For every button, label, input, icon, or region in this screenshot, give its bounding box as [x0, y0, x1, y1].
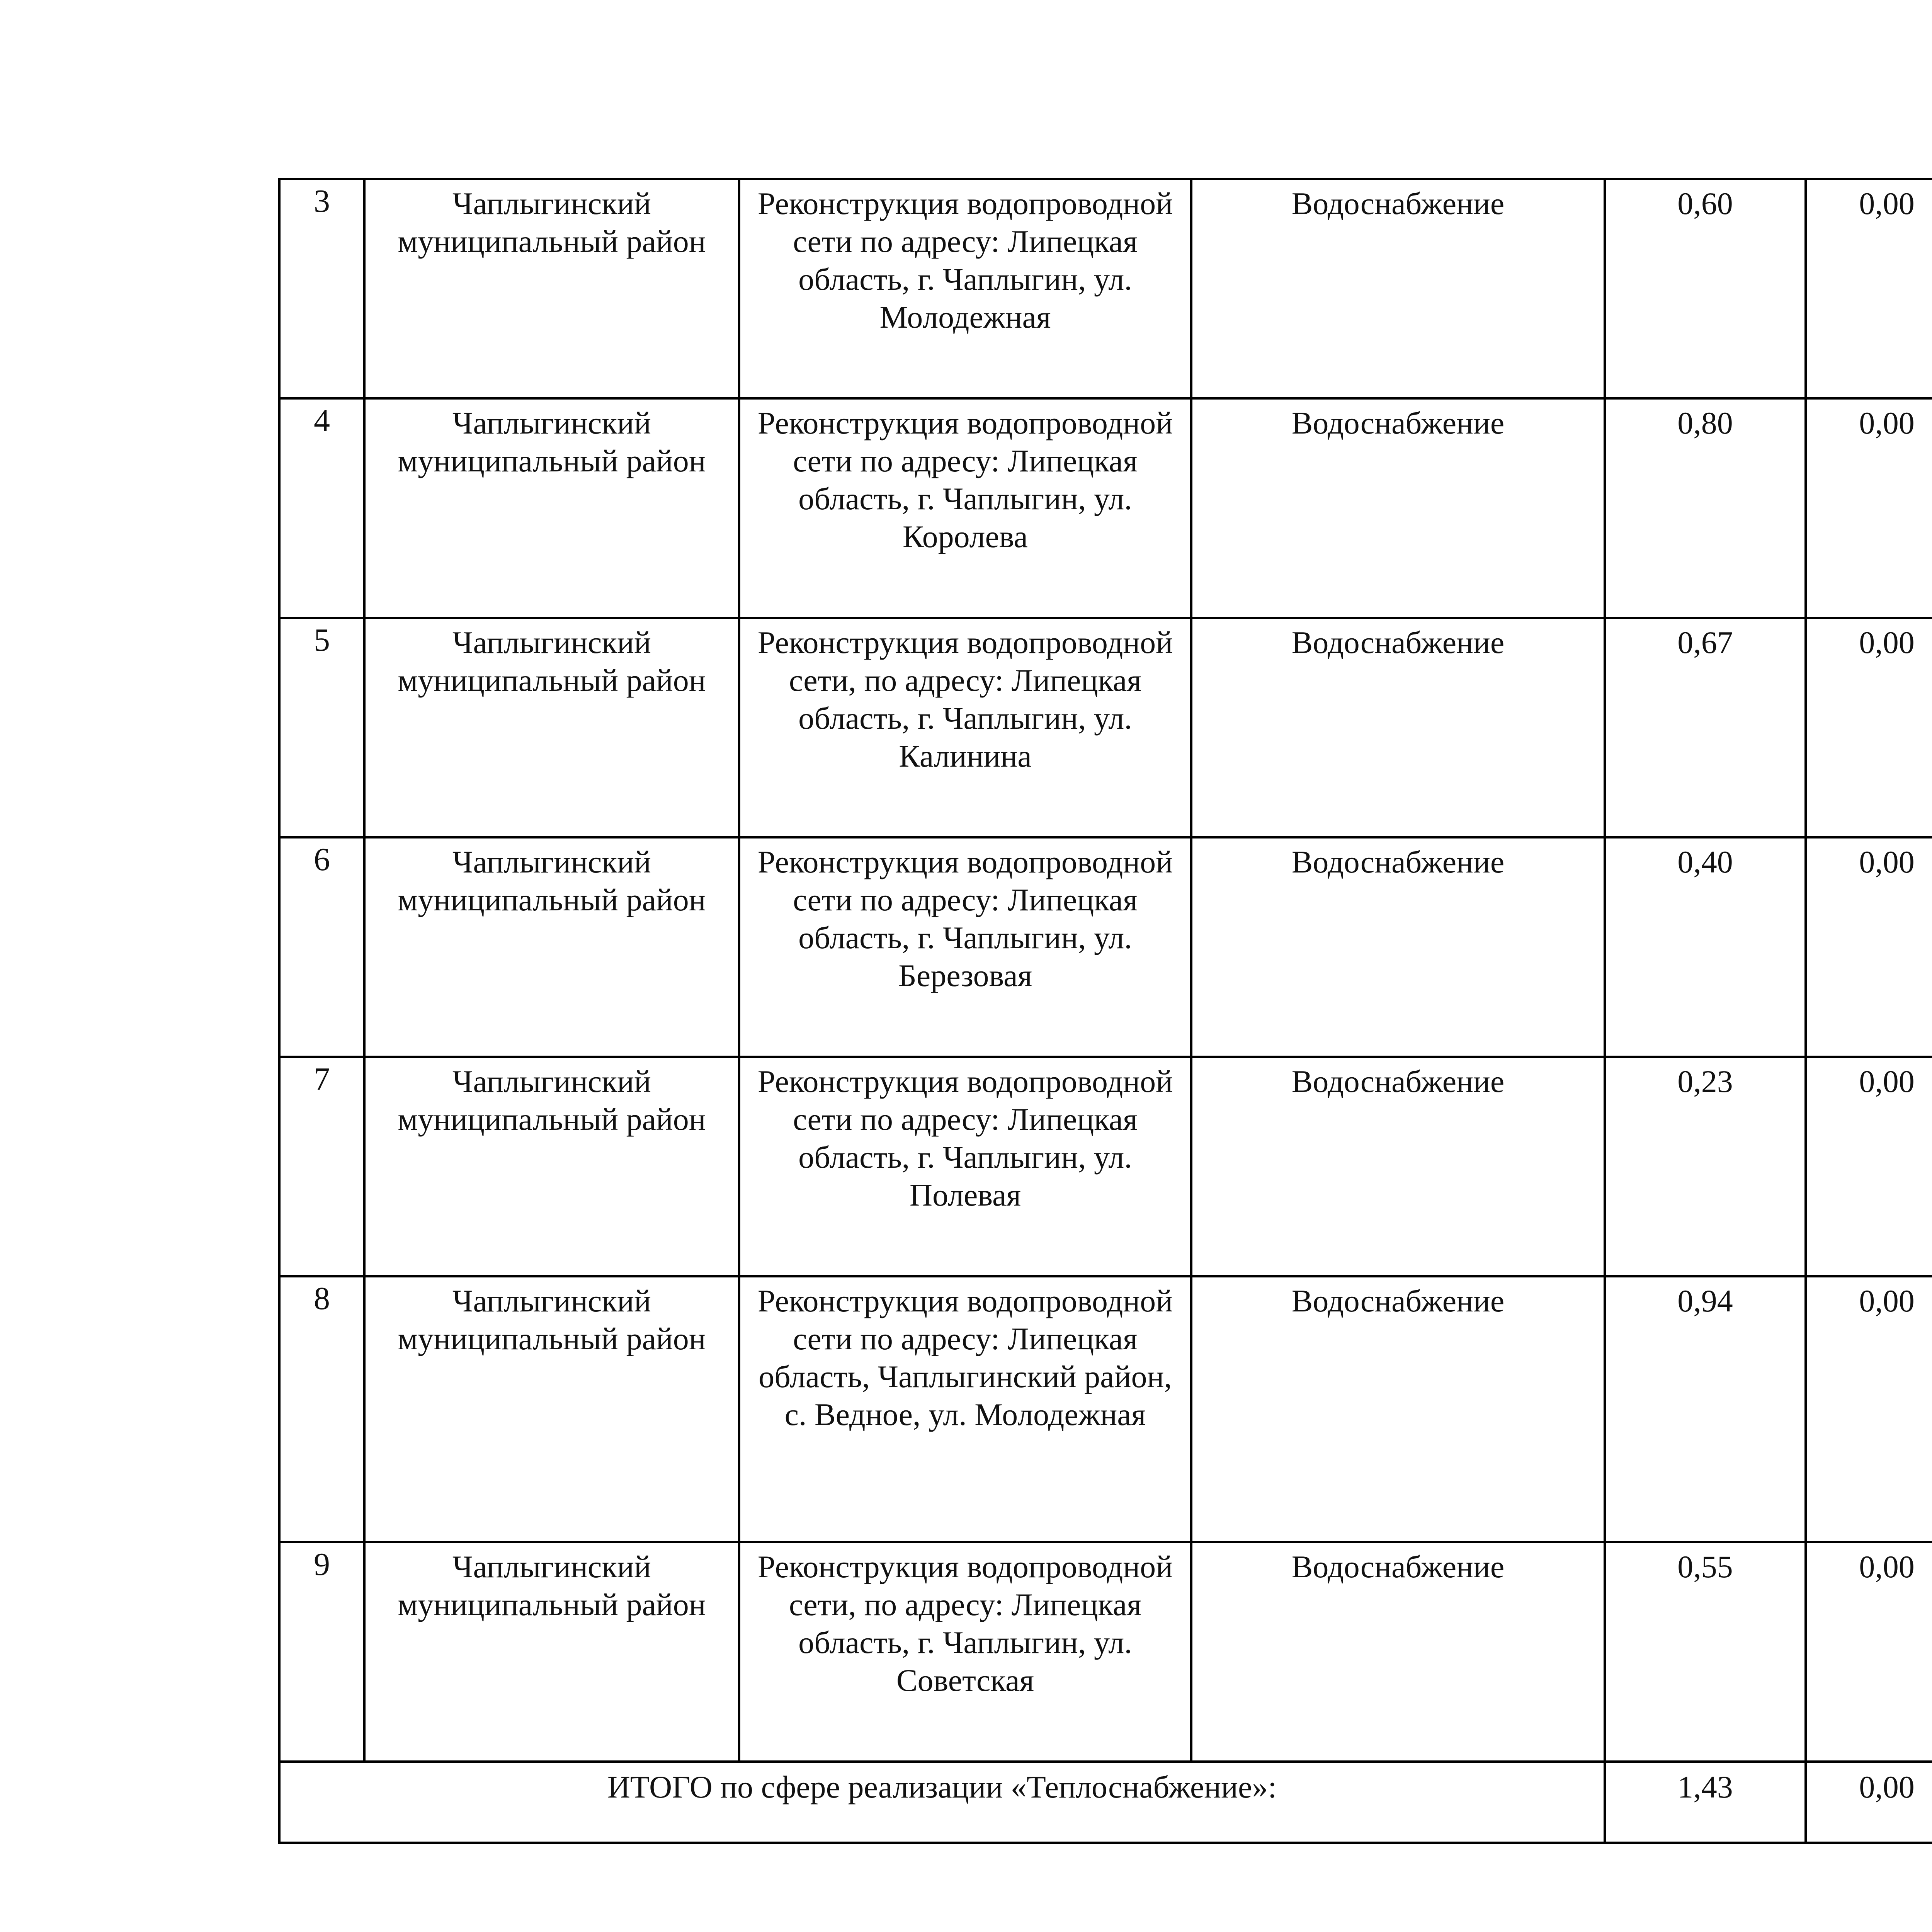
- value-cell: 0,94: [1605, 1276, 1806, 1542]
- sphere-cell: Водоснабжение: [1191, 618, 1605, 837]
- row-number: 9: [279, 1542, 364, 1762]
- total-label: ИТОГО по сфере реализации «Теплоснабжение»:: [279, 1762, 1605, 1843]
- object-cell: Реконструкция водопроводной сети по адресу: Липецкая область, г. Чаплыгин, ул. Полевая: [739, 1057, 1191, 1276]
- value-cell: 0,00: [1806, 618, 1932, 837]
- value-cell: 0,55: [1605, 1542, 1806, 1762]
- table-row: [279, 1542, 1932, 1762]
- value-cell: 0,40: [1605, 837, 1806, 1057]
- object-cell: Реконструкция водопроводной сети по адресу: Липецкая область, г. Чаплыгин, ул. Королева: [739, 398, 1191, 618]
- object-cell: Реконструкция водопроводной сети по адресу: Липецкая область, г. Чаплыгин, ул. Березовая: [739, 837, 1191, 1057]
- district-cell: Чаплыгинский муниципальный район: [364, 618, 739, 837]
- district-cell: Чаплыгинский муниципальный район: [364, 1542, 739, 1762]
- object-cell: Реконструкция водопроводной сети, по адресу: Липецкая область, г. Чаплыгин, ул. Калинина: [739, 618, 1191, 837]
- sphere-cell: Водоснабжение: [1191, 179, 1605, 398]
- total-value-cell: 0,00: [1806, 1762, 1932, 1843]
- table-row: [279, 1057, 1932, 1276]
- district-cell: Чаплыгинский муниципальный район: [364, 837, 739, 1057]
- row-number: 3: [279, 179, 364, 398]
- sphere-cell: Водоснабжение: [1191, 1542, 1605, 1762]
- value-cell: 0,00: [1806, 1542, 1932, 1762]
- row-number: 4: [279, 398, 364, 618]
- table-row: [279, 618, 1932, 837]
- row-number: 8: [279, 1276, 364, 1542]
- sphere-cell: Водоснабжение: [1191, 398, 1605, 618]
- object-cell: Реконструкция водопроводной сети по адресу: Липецкая область, г. Чаплыгин, ул. Молодежная: [739, 179, 1191, 398]
- table-row: [279, 398, 1932, 618]
- projects-table: [278, 178, 1932, 1844]
- sphere-cell: Водоснабжение: [1191, 837, 1605, 1057]
- table-row: [279, 179, 1932, 398]
- value-cell: 0,00: [1806, 837, 1932, 1057]
- row-number: 6: [279, 837, 364, 1057]
- value-cell: 0,00: [1806, 1057, 1932, 1276]
- value-cell: 0,00: [1806, 179, 1932, 398]
- table-row: [279, 1276, 1932, 1542]
- value-cell: 0,00: [1806, 398, 1932, 618]
- district-cell: Чаплыгинский муниципальный район: [364, 398, 739, 618]
- value-cell: 0,60: [1605, 179, 1806, 398]
- object-cell: Реконструкция водопроводной сети по адресу: Липецкая область, Чаплыгинский район, с. Ведное, ул. Молодежная: [739, 1276, 1191, 1542]
- district-cell: Чаплыгинский муниципальный район: [364, 1276, 739, 1542]
- sphere-cell: Водоснабжение: [1191, 1276, 1605, 1542]
- total-value-cell: 1,43: [1605, 1762, 1806, 1843]
- district-cell: Чаплыгинский муниципальный район: [364, 1057, 739, 1276]
- value-cell: 0,80: [1605, 398, 1806, 618]
- table-row: [279, 837, 1932, 1057]
- value-cell: 0,23: [1605, 1057, 1806, 1276]
- district-cell: Чаплыгинский муниципальный район: [364, 179, 739, 398]
- sphere-cell: Водоснабжение: [1191, 1057, 1605, 1276]
- value-cell: 0,67: [1605, 618, 1806, 837]
- value-cell: 0,00: [1806, 1276, 1932, 1542]
- object-cell: Реконструкция водопроводной сети, по адресу: Липецкая область, г. Чаплыгин, ул. Советская: [739, 1542, 1191, 1762]
- total-row: [279, 1762, 1932, 1843]
- row-number: 7: [279, 1057, 364, 1276]
- page-top-margin: [0, 0, 1932, 5]
- row-number: 5: [279, 618, 364, 837]
